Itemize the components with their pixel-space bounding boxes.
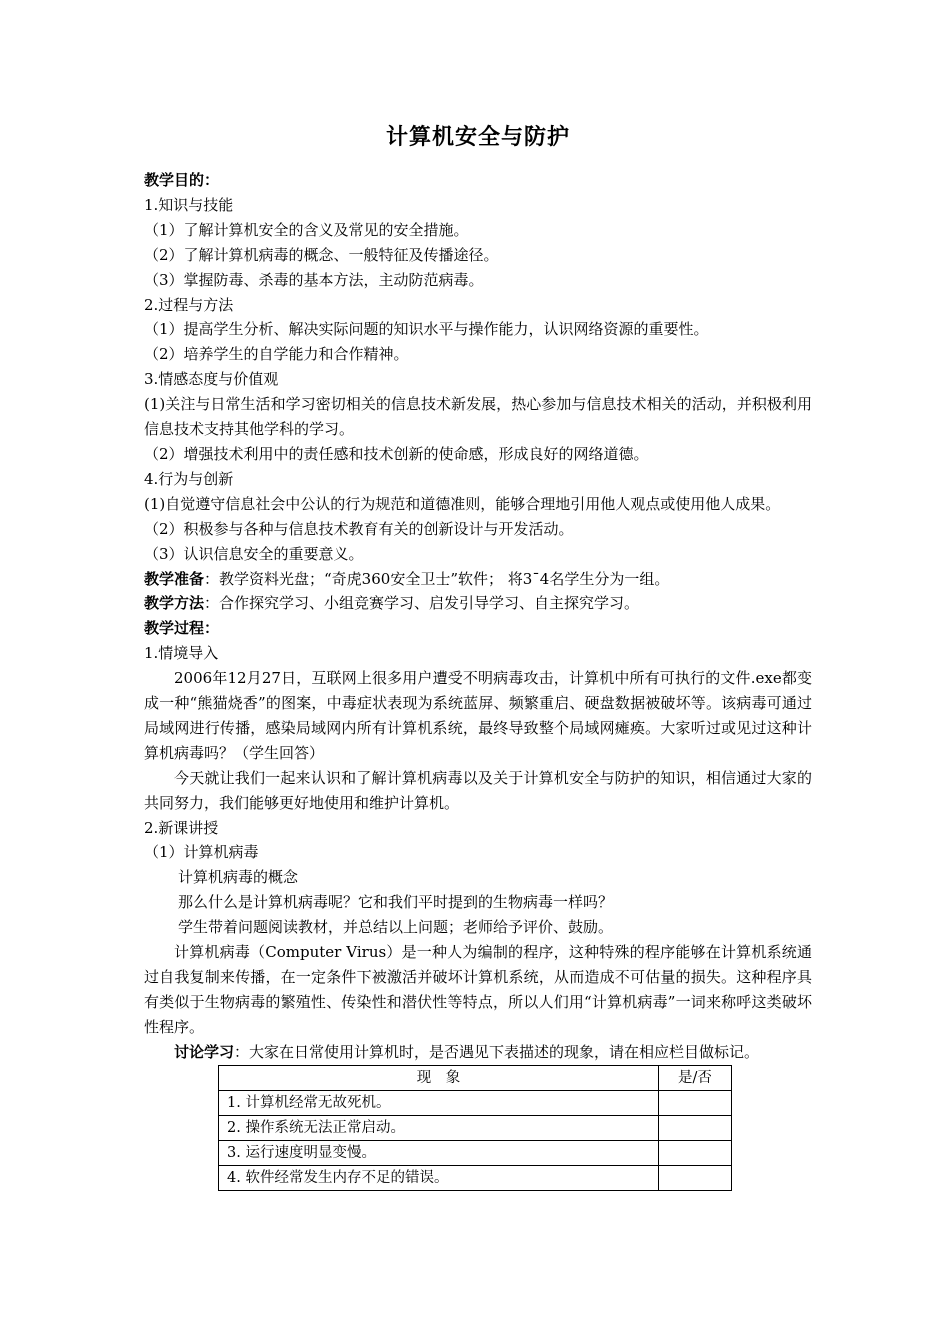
document-page [144,120,812,1191]
yes-no-cell[interactable] [659,1165,732,1190]
discussion-prompt [144,1040,812,1065]
list-item: （3）掌握防毒、杀毒的基本方法，主动防范病毒。 [144,270,484,289]
list-item: （1）提高学生分析、解决实际问题的知识水平与操作能力，认识网络资源的重要性。 [144,320,709,339]
list-item: （2）积极参与各种与信息技术教育有关的创新设计与开发活动。 [144,519,574,538]
concept-title: 计算机病毒的概念 [178,868,299,887]
table-row [219,1115,732,1140]
list-item: （2）培养学生的自学能力和合作精神。 [144,345,409,364]
subsection-title: （1）计算机病毒 [144,843,259,862]
table-cell: 4. 软件经常发生内存不足的错误。 [219,1165,659,1190]
paragraph: 学生带着问题阅读教材，并总结以上问题；老师给予评价、鼓励。 [178,918,614,937]
teaching-method-text: ：合作探究学习、小组竞赛学习、启发引导学习、自主探究学习。 [204,594,640,613]
process-heading: 教学过程： [144,619,220,638]
table-row [219,1090,732,1115]
table-header-row [219,1065,732,1090]
paragraph: 计算机病毒（Computer Virus）是一种人为编制的程序，这种特殊的程序能够在计算机系统通过自我复制来传播，在一定条件下被激活并破坏计算机系统，从而造成不可估量的损失。这种程序具有类似于生物病毒的繁殖性、传染性和潜伏性等特点，所以人们用“计算机病毒”一词来称呼这类破坏性程序。 [144,943,812,1036]
phenomena-table [218,1065,732,1191]
section-title: 3.情感态度与价值观 [144,370,279,389]
table-cell: 1. 计算机经常无故死机。 [219,1090,659,1115]
section-title: 4.行为与创新 [144,469,234,488]
table-row [219,1165,732,1190]
yes-no-cell[interactable] [659,1140,732,1165]
paragraph: 今天就让我们一起来认识和了解计算机病毒以及关于计算机安全与防护的知识，相信通过大家的共同努力，我们能够更好地使用和维护计算机。 [144,768,812,812]
list-item: （2）增强技术利用中的责任感和技术创新的使命感，形成良好的网络道德。 [144,444,649,463]
teaching-prep-label: 教学准备 [144,569,205,588]
list-item: (1)自觉遵守信息社会中公认的行为规范和道德准则，能够合理地引用他人观点或使用他人成果。 [144,494,781,513]
paragraph: 那么什么是计算机病毒呢？它和我们平时提到的生物病毒一样吗？ [178,893,614,912]
teaching-method [144,591,812,616]
table-cell: 3. 运行速度明显变慢。 [219,1140,659,1165]
paragraph: 2006年12月27日，互联网上很多用户遭受不明病毒攻击，计算机中所有可执行的文件.exe都变成一种“熊猫烧香”的图案，中毒症状表现为系统蓝屏、频繁重启、硬盘数据被破坏等。该病毒可通过局域网进行传播，感染局域网内所有计算机系统，最终导致整个局域网瘫痪。大家听过或见过这种计算机病毒吗？（学生回答） [144,669,812,762]
table-header: 是/否 [659,1065,732,1090]
table-row [219,1140,732,1165]
document-title: 计算机安全与防护 [385,125,570,150]
list-item: （2）了解计算机病毒的概念、一般特征及传播途径。 [144,245,499,264]
section-title: 1.情境导入 [144,644,219,663]
teaching-prep-text: ：教学资料光盘；“奇虎360安全卫士”软件； 将3¯4名学生分为一组。 [204,569,670,588]
objectives-heading: 教学目的： [144,171,220,189]
list-item: (1)关注与日常生活和学习密切相关的信息技术新发展，热心参加与信息技术相关的活动，并积极利用信息技术支持其他学科的学习。 [144,395,812,439]
list-item: （3）认识信息安全的重要意义。 [144,544,364,563]
discussion-text: ：大家在日常使用计算机时，是否遇见下表描述的现象，请在相应栏目做标记。 [234,1042,760,1061]
discussion-label: 讨论学习 [174,1042,235,1061]
teaching-prep [144,567,812,592]
yes-no-cell[interactable] [659,1090,732,1115]
table-cell: 2. 操作系统无法正常启动。 [219,1115,659,1140]
yes-no-cell[interactable] [659,1115,732,1140]
table-header: 现 象 [219,1065,659,1090]
list-item: （1）了解计算机安全的含义及常见的安全措施。 [144,220,469,239]
teaching-method-label: 教学方法 [144,594,205,613]
section-title: 2.过程与方法 [144,295,234,314]
section-title: 1.知识与技能 [144,195,234,214]
section-title: 2.新课讲授 [144,818,219,837]
